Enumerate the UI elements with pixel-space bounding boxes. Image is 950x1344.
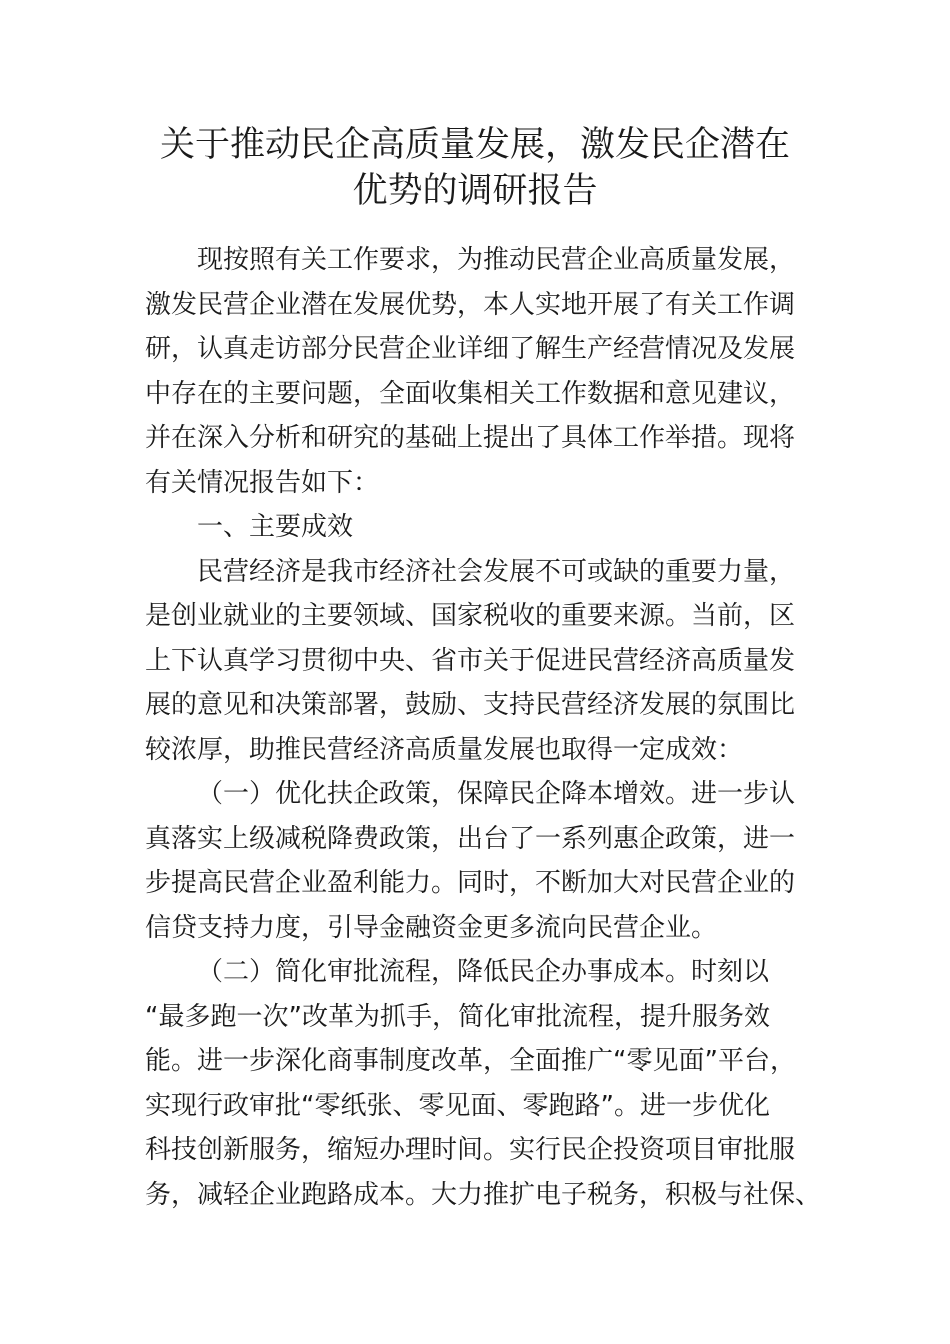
title-line-1: 关于推动民企高质量发展，激发民企潜在 [159,125,790,165]
text-line: 并在深入分析和研究的基础上提出了具体工作举措。现将 [145,423,796,453]
text-line: 中存在的主要问题，全面收集相关工作数据和意见建议， [145,378,796,409]
text-line: 较浓厚，助推民营经济高质量发展也取得一定成效： [145,734,744,765]
title-line-2: 优势的调研报告 [352,171,598,211]
text-line: 现按照有关工作要求，为推动民营企业高质量发展， [197,245,796,275]
text-line: 上下认真学习贯彻中央、省市关于促进民营经济高质量发 [145,645,796,676]
document-title [0,122,950,214]
text-line: 务，减轻企业跑路成本。大力推扩电子税务，积极与社保、 [145,1179,822,1210]
text-line: 步提高民营企业盈利能力。同时，不断加大对民营企业的 [145,868,796,898]
text-line: 能。进一步深化商事制度改革，全面推广“零见面”平台， [145,1046,796,1076]
text-line: （一）优化扶企政策，保障民企降本增效。进一步认 [197,779,796,809]
text-line: （二）简化审批流程，降低民企办事成本。时刻以 [197,957,770,987]
document-body [145,238,822,1217]
text-line: “最多跑一次”改革为抓手，简化审批流程，提升服务效 [145,1001,770,1032]
text-line: 真落实上级减税降费政策，出台了一系列惠企政策，进一 [145,823,796,854]
text-line: 研，认真走访部分民营企业详细了解生产经营情况及发展 [145,334,796,364]
text-line: 是创业就业的主要领域、国家税收的重要来源。当前，区 [145,601,796,631]
text-line: 实现行政审批“零纸张、零见面、零跑路”。进一步优化 [145,1090,770,1121]
text-line: 民营经济是我市经济社会发展不可或缺的重要力量， [197,556,796,587]
text-line: 科技创新服务，缩短办理时间。实行民企投资项目审批服 [145,1135,796,1165]
section-heading: 一、主要成效 [197,512,354,542]
text-line: 展的意见和决策部署，鼓励、支持民营经济发展的氛围比 [145,690,796,720]
text-line: 激发民营企业潜在发展优势，本人实地开展了有关工作调 [145,289,796,320]
text-line: 信贷支持力度，引导金融资金更多流向民营企业。 [145,912,718,943]
text-line: 有关情况报告如下： [145,467,380,498]
